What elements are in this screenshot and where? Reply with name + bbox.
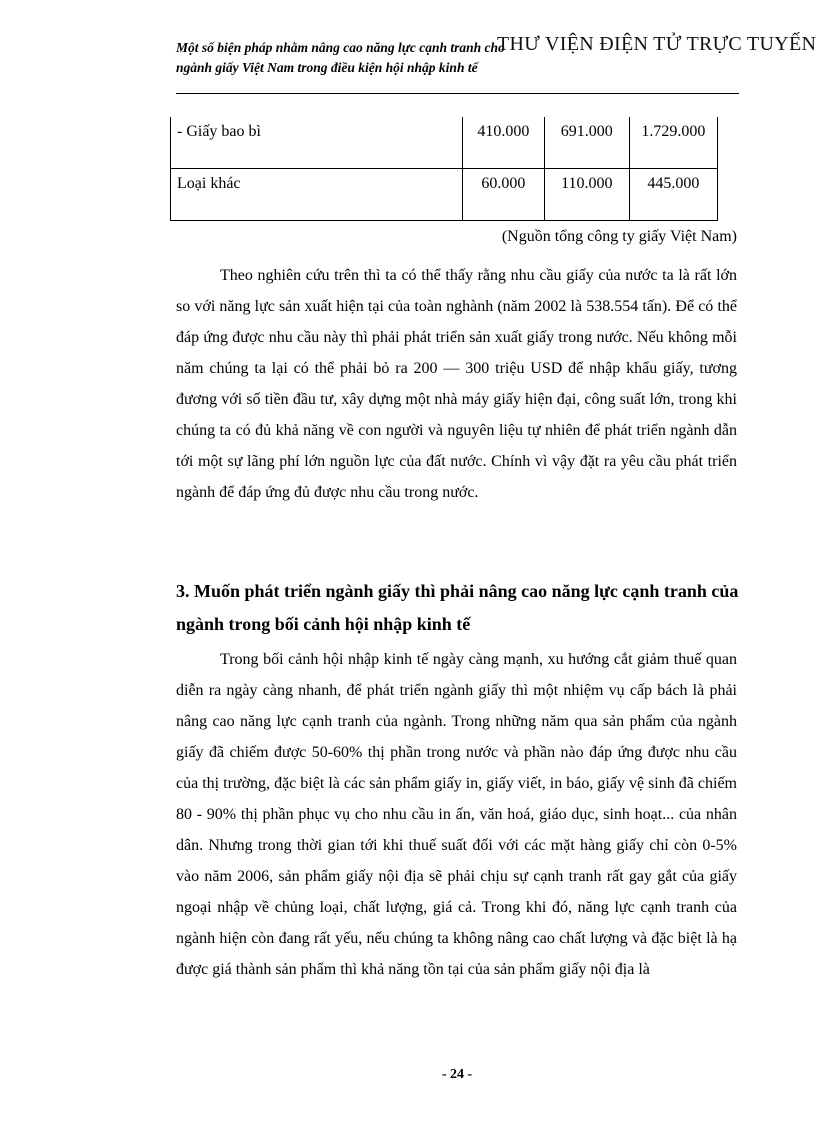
- row-label: - Giấy bao bì: [171, 117, 463, 169]
- page-number: - 24 -: [441, 1067, 473, 1082]
- production-table: [170, 117, 718, 221]
- row-value: 445.000: [629, 169, 717, 221]
- row-value: 1.729.000: [629, 117, 717, 169]
- row-value: 110.000: [544, 169, 629, 221]
- section-heading: 3. Muốn phát triển ngành giấy thì phải nâng cao năng lực cạnh tranh của ngành trong bối cảnh hội nhập kinh tế: [176, 581, 739, 634]
- body-paragraph-1: [176, 260, 737, 508]
- table-row: [171, 117, 718, 169]
- body-paragraph-2: [176, 644, 737, 985]
- row-value: 691.000: [544, 117, 629, 169]
- row-value: 60.000: [462, 169, 544, 221]
- paragraph-text: Theo nghiên cứu trên thì ta có thể thấy rằng nhu cầu giấy của nước ta là rất lớn so với năng lực sản xuất hiện tại của toàn nghành (năm 2002 là 538.554 tấn). Để có thể đáp ứng được nhu cầu này thì phải phát triển sản xuất giấy trong nước. Nếu không mỗi năm chúng ta lại có thể phải bỏ ra 200 — 300 triệu USD để nhập khẩu giấy, tương đương với số tiền đầu tư, xây dựng một nhà máy giấy hiện đại, công suất lớn, trong khi chúng ta có đủ khả năng về con người và nguyên liệu tự nhiên để phát triển ngành dẫn tới một sự lãng phí lớn nguồn lực của đất nước. Chính vì vậy đặt ra yêu cầu phát triển ngành để đáp ứng đủ được nhu cầu trong nước.: [176, 267, 737, 501]
- row-value: 410.000: [462, 117, 544, 169]
- row-label: Loại khác: [171, 169, 463, 221]
- paragraph-text: Trong bối cảnh hội nhập kinh tế ngày càng mạnh, xu hướng cắt giảm thuế quan diễn ra ngày càng nhanh, để phát triển ngành giấy thì một nhiệm vụ cấp bách là phải nâng cao năng lực cạnh tranh của ngành. Trong những năm qua sản phẩm của ngành giấy đã chiếm được 50-60% thị phần trong nước và phần nào đáp ứng được nhu cầu của thị trường, đặc biệt là các sản phẩm giấy in, giấy viết, in báo, giấy vệ sinh đã chiếm 80 - 90% thị phần phục vụ cho nhu cầu in ấn, văn hoá, giáo dục, sinh hoạt... của nhân dân. Nhưng trong thời gian tới khi thuế suất đối với các mặt hàng giấy chỉ còn 0-5% vào năm 2006, sản phẩm giấy nội địa sẽ phải chịu sự cạnh tranh rất gay gắt của giấy ngoại nhập về chủng loại, chất lượng, giá cả. Trong khi đó, năng lực cạnh tranh của ngành hiện còn đang rất yếu, nếu chúng ta không nâng cao chất lượng và đặc biệt là hạ được giá thành sản phẩm thì khả năng tồn tại của sản phẩm giấy nội địa là: [176, 651, 737, 978]
- header-divider: [176, 93, 739, 94]
- header-title-line1: Một số biện pháp nhằm nâng cao năng lực cạnh tranh cho: [176, 40, 505, 55]
- table-row: [171, 169, 718, 221]
- source-note: (Nguồn tổng công ty giấy Việt Nam): [501, 228, 737, 245]
- header-title-line2: ngành giấy Việt Nam trong điều kiện hội nhập kinh tế: [176, 60, 478, 75]
- library-watermark: THƯ VIỆN ĐIỆN TỬ TRỰC TUYẾN: [497, 33, 816, 55]
